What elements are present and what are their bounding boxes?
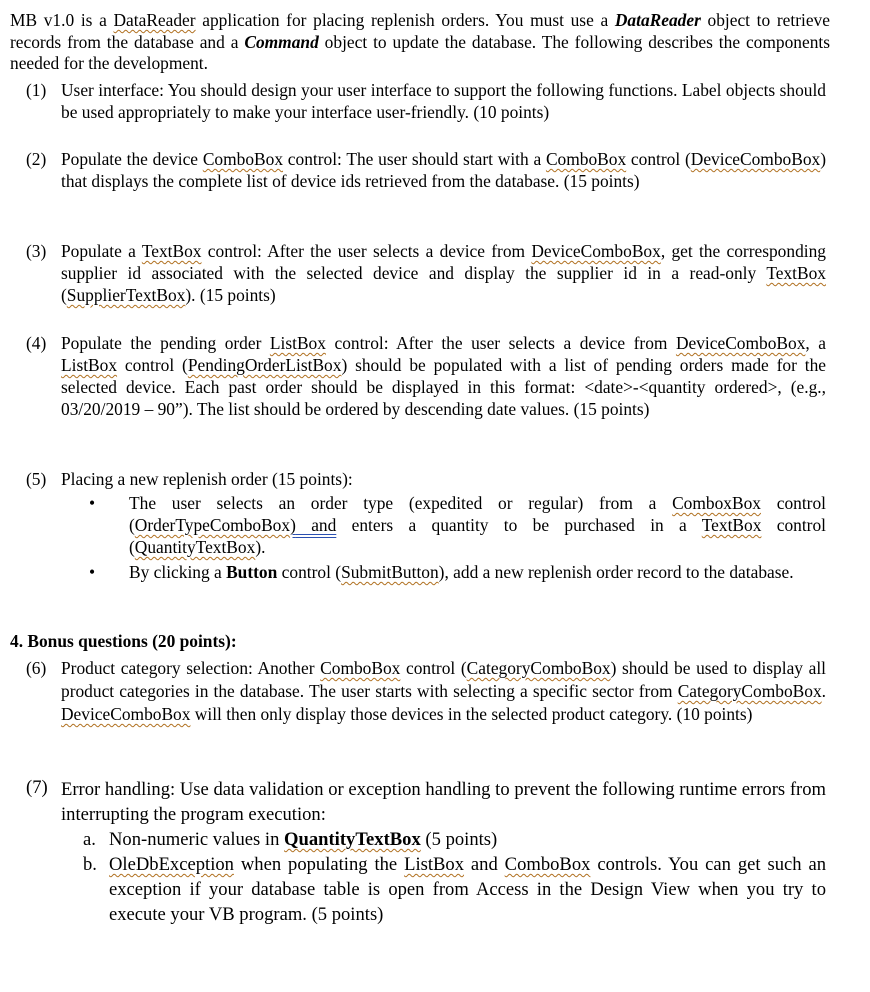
spellcheck-word: ListBox bbox=[61, 355, 118, 375]
item-number: (1) bbox=[26, 80, 47, 100]
bullet-item: • The user selects an order type (expedited or regular) from a ComboxBox control (OrderTypeComboBox) and enters a quantity to be purchased in a TextBox control (QuantityTextBox). bbox=[89, 493, 826, 557]
intro-text: object to retrieve records from the database and a bbox=[10, 10, 830, 52]
item-text: Populate the device ComboBox control: The user should start with a ComboBox control (DeviceComboBox) that displays the complete list of device ids retrieved from the database. (15 points) bbox=[61, 149, 827, 191]
sub-list bbox=[61, 827, 826, 927]
requirement-1 bbox=[26, 79, 826, 123]
emphasis-button: Button bbox=[226, 562, 278, 582]
grammar-mark: and bbox=[295, 515, 337, 535]
bonus-heading: 4. Bonus questions (20 points): bbox=[10, 631, 237, 651]
requirement-7 bbox=[26, 777, 826, 927]
emphasis-command: Command bbox=[244, 31, 319, 52]
spellcheck-word: QuantityTextBox bbox=[284, 829, 421, 850]
bullet-icon: • bbox=[89, 562, 96, 582]
spellcheck-word: ComboBox bbox=[320, 658, 401, 678]
spellcheck-word: DataReader bbox=[113, 10, 196, 30]
item-number: (6) bbox=[26, 658, 47, 678]
sub-label: b. bbox=[83, 854, 97, 875]
grammar-mark: ) bbox=[290, 515, 296, 535]
sub-label: a. bbox=[83, 829, 96, 850]
item-text: Error handling: Use data validation or exception handling to prevent the following runtime errors from interrupting the program execution: bbox=[61, 779, 826, 825]
requirement-5 bbox=[26, 468, 826, 583]
item-text: Populate the pending order ListBox control: After the user selects a device from DeviceComboBox, a ListBox control (PendingOrderListBox) should be populated with a list of pending orders made for the selected device. Each past order should be displayed in this format: <date>-<quantity ordered>, (e.g., 03/20/2019 – 90”). The list should be ordered by descending date values. (15 points) bbox=[61, 333, 826, 419]
spellcheck-word: ListBox bbox=[404, 854, 465, 875]
spellcheck-word: DeviceComboBox bbox=[675, 333, 806, 353]
item-text: Placing a new replenish order (15 points): bbox=[61, 469, 353, 489]
item-number: (4) bbox=[26, 333, 47, 353]
spellcheck-word: TextBox bbox=[141, 241, 202, 261]
requirement-2 bbox=[26, 148, 826, 192]
item-number: (5) bbox=[26, 469, 47, 489]
bullet-list bbox=[81, 492, 826, 583]
sub-item-a: a. Non-numeric values in QuantityTextBox (5 points) bbox=[83, 829, 498, 850]
spellcheck-word: ComboBox bbox=[504, 854, 591, 875]
spellcheck-word: ComboxBox bbox=[672, 493, 761, 513]
spellcheck-word: DeviceComboBox bbox=[61, 704, 191, 724]
spellcheck-word: QuantityTextBox bbox=[134, 537, 256, 557]
requirement-3 bbox=[26, 240, 826, 306]
spellcheck-word: SupplierTextBox bbox=[66, 285, 186, 305]
spellcheck-word: DeviceComboBox bbox=[531, 241, 661, 261]
item-number: (2) bbox=[26, 149, 47, 169]
spellcheck-word: SubmitButton bbox=[341, 562, 439, 582]
item-number: (7) bbox=[26, 777, 48, 798]
intro-paragraph bbox=[10, 10, 830, 75]
spellcheck-word: ComboBox bbox=[202, 149, 284, 169]
bullet-item: • By clicking a Button control (SubmitButton), add a new replenish order record to the database. bbox=[89, 562, 794, 582]
spellcheck-word: ComboBox bbox=[545, 149, 627, 169]
spellcheck-word: CategoryComboBox bbox=[677, 681, 822, 701]
spellcheck-word: TextBox bbox=[766, 263, 826, 283]
requirement-6 bbox=[26, 657, 826, 726]
item-text: Populate a TextBox control: After the user selects a device from DeviceComboBox, get the corresponding supplier id associated with the selected device and display the supplier id in a read-only TextBox (SupplierTextBox). (15 points) bbox=[61, 241, 826, 305]
spellcheck-word: DeviceComboBox bbox=[690, 149, 821, 169]
spellcheck-word: TextBox bbox=[701, 515, 762, 535]
item-text: Product category selection: Another ComboBox control (CategoryComboBox) should be used to display all product categories in the database. The user starts with selecting a specific sector from CategoryComboBox. DeviceComboBox will then only display those devices in the selected product category. (10 points) bbox=[61, 658, 826, 724]
spellcheck-word: PendingOrderListBox bbox=[187, 355, 342, 375]
sub-item-b: b. OleDbException when populating the ListBox and ComboBox controls. You can get such an exception if your database table is open from Access in the Design View when you try to execute your VB program. (5 points) bbox=[83, 854, 826, 925]
intro-text: MB v1.0 is a bbox=[10, 10, 114, 30]
spellcheck-word: OrderTypeComboBox bbox=[134, 515, 291, 535]
spellcheck-word: CategoryComboBox bbox=[466, 658, 611, 678]
requirement-4 bbox=[26, 332, 826, 420]
bullet-icon: • bbox=[89, 493, 96, 513]
intro-text: application for placing replenish orders. You must use a bbox=[195, 10, 615, 30]
intro-text: object to update the database. The following describes the components needed for the development. bbox=[10, 31, 830, 73]
spellcheck-word: ListBox bbox=[269, 333, 326, 353]
item-number: (3) bbox=[26, 241, 47, 261]
emphasis-datareader: DataReader bbox=[614, 10, 701, 30]
item-text: User interface: You should design your user interface to support the following functions. Label objects should be used appropriately to make your interface user-friendly. (10 points) bbox=[61, 80, 826, 122]
spellcheck-word: OleDbException bbox=[109, 854, 234, 875]
